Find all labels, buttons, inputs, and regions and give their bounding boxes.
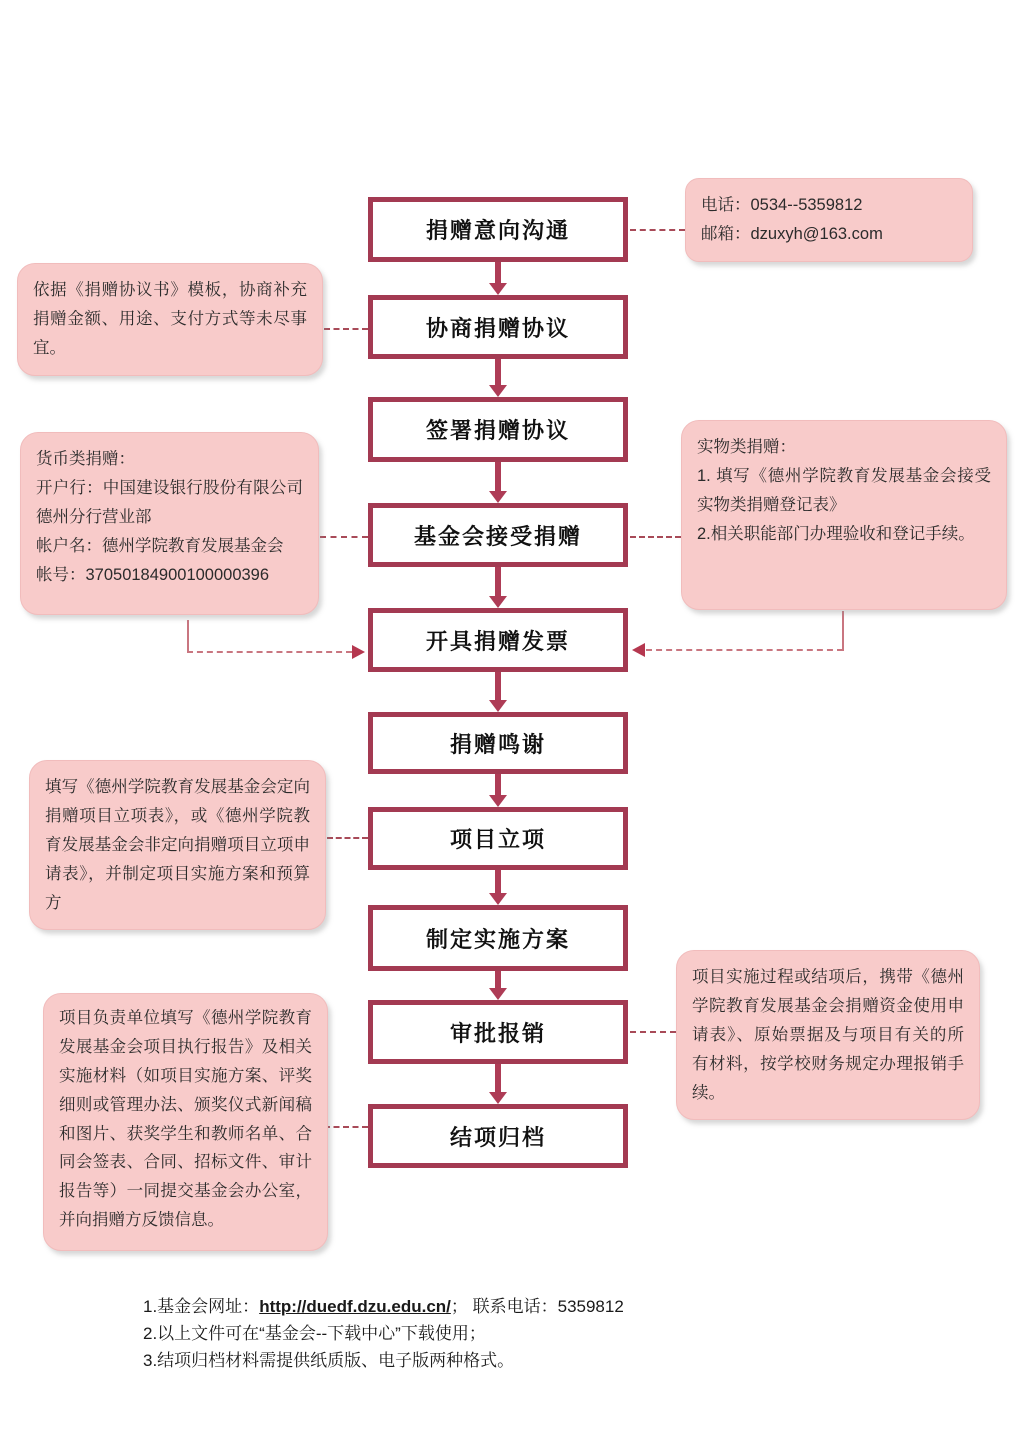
- flow-arrow-down: [495, 870, 501, 893]
- flow-arrow-down: [495, 567, 501, 596]
- flow-arrow-down: [495, 262, 501, 283]
- dashed-connector-contact: [630, 229, 685, 231]
- elbow-arrowhead-left-icon: [632, 643, 645, 657]
- contact-phone: 电话：0534--5359812: [701, 196, 863, 214]
- step-label: 捐赠意向沟通: [425, 218, 570, 243]
- step-label: 结项归档: [449, 1124, 546, 1150]
- callout-text: 填写《德州学院教育发展基金会定向捐赠项目立项表》，或《德州学院教育发展基金会非定向捐赠项目立项申请表》，并制定项目实施方案和预算方: [45, 778, 310, 912]
- contact-email: 邮箱：dzuxyh@163.com: [701, 224, 883, 243]
- dashed-connector-archiving: [324, 1126, 368, 1128]
- step-label: 项目立项: [449, 827, 546, 852]
- step-label: 基金会接受捐赠: [413, 523, 582, 549]
- monetary-bank: 开户行：中国建设银行股份有限公司德州分行营业部: [36, 478, 303, 526]
- step-donation-intent: [368, 197, 628, 262]
- callout-project-approval-forms: [29, 760, 326, 930]
- step-project-closing-archive: [368, 1104, 628, 1168]
- flow-arrow-down: [495, 971, 501, 988]
- footnote-1: [143, 1293, 743, 1320]
- step-negotiate-agreement: [368, 295, 628, 359]
- flow-arrow-down: [495, 774, 501, 795]
- elbow-connector-right-horizontal: [646, 649, 843, 651]
- dashed-connector-reimbursement: [630, 1031, 676, 1033]
- callout-in-kind-donation: [681, 420, 1007, 610]
- flow-arrow-down: [495, 1064, 501, 1092]
- step-label: 捐赠鸣谢: [449, 731, 546, 757]
- callout-agreement-template-note: [17, 263, 323, 376]
- callout-text: 项目负责单位填写《德州学院教育发展基金会项目执行报告》及相关实施材料（如项目实施方案、评奖细则或管理办法、颁奖仪式新闻稿和图片、获奖学生和教师名单、合同会签表、合同、招标文件、审计报告等）一同提交基金会办公室，并向捐赠方反馈信息。: [59, 1009, 312, 1230]
- elbow-connector-left-vertical: [187, 620, 189, 653]
- step-project-approval: [368, 807, 628, 870]
- callout-text: 依据《捐赠协议书》模板，协商补充捐赠金额、用途、支付方式等未尽事宜。: [33, 281, 307, 357]
- step-approval-reimbursement: [368, 1000, 628, 1064]
- step-donation-acknowledgement: [368, 712, 628, 774]
- callout-monetary-donation: [20, 432, 319, 615]
- foundation-website-link[interactable]: http://duedf.dzu.edu.cn/: [259, 1297, 451, 1316]
- in-kind-title: 实物类捐赠：: [697, 438, 796, 456]
- dashed-connector-in-kind: [630, 536, 681, 538]
- footnote-1-prefix: 1.基金会网址：: [143, 1297, 260, 1316]
- flow-arrow-down: [495, 672, 501, 700]
- flow-arrow-down: [495, 359, 501, 385]
- footnote-3: 3.结项归档材料需提供纸质版、电子版两种格式。: [143, 1351, 515, 1370]
- monetary-account-name: 帐户名：德州学院教育发展基金会: [36, 536, 284, 555]
- step-issue-donation-invoice: [368, 608, 628, 672]
- step-label: 审批报销: [449, 1020, 546, 1046]
- dashed-connector-agreement-note: [324, 328, 368, 330]
- elbow-connector-right-vertical: [842, 611, 844, 651]
- callout-reimbursement-procedure: [676, 950, 980, 1120]
- monetary-account-number: 帐号：37050184900100000396: [36, 565, 270, 584]
- step-label: 协商捐赠协议: [425, 315, 570, 341]
- footnotes: [143, 1293, 743, 1374]
- step-label: 签署捐赠协议: [425, 418, 570, 443]
- step-label: 开具捐赠发票: [425, 628, 570, 654]
- dashed-connector-monetary: [320, 536, 368, 538]
- in-kind-step2: 2.相关职能部门办理验收和登记手续。: [697, 524, 975, 543]
- step-foundation-accept-donation: [368, 503, 628, 567]
- callout-text: 项目实施过程或结项后，携带《德州学院教育发展基金会捐赠资金使用申请表》、原始票据及与项目有关的所有材料，按学校财务规定办理报销手续。: [692, 968, 964, 1102]
- callout-contact-info: [685, 178, 973, 262]
- step-implementation-plan: [368, 905, 628, 971]
- elbow-connector-left-horizontal: [187, 651, 352, 653]
- step-label: 制定实施方案: [425, 926, 570, 952]
- footnote-2: 2.以上文件可在“基金会--下载中心”下载使用；: [143, 1324, 486, 1343]
- step-sign-agreement: [368, 397, 628, 462]
- dashed-connector-project-approval: [327, 837, 368, 839]
- callout-archiving-materials: [43, 993, 328, 1251]
- in-kind-step1: 1. 填写《德州学院教育发展基金会接受实物类捐赠登记表》: [697, 466, 991, 514]
- elbow-arrowhead-right-icon: [352, 645, 365, 659]
- flow-arrow-down: [495, 462, 501, 491]
- monetary-title: 货币类捐赠：: [36, 450, 135, 468]
- footnote-1-suffix: ； 联系电话：5359812: [450, 1297, 624, 1316]
